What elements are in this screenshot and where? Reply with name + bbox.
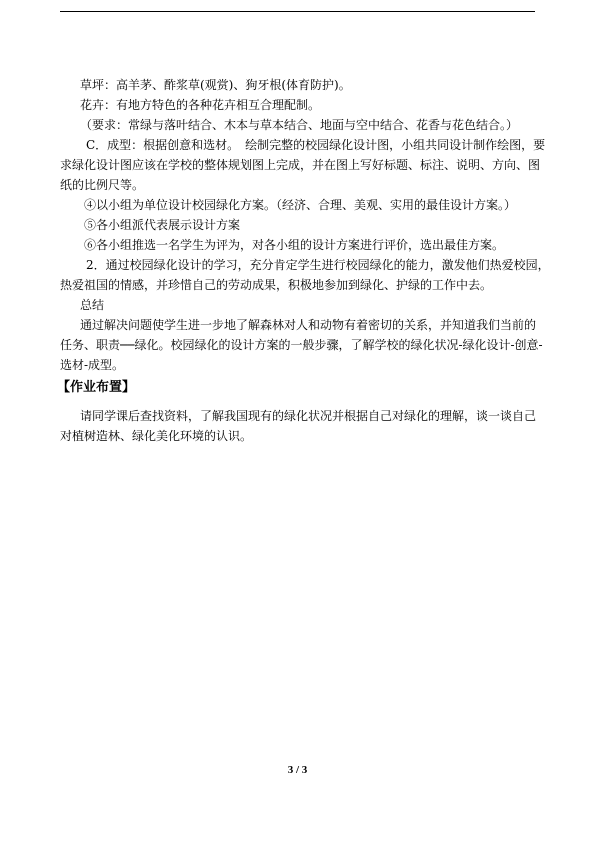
lawn-line: 草坪：高羊茅、酢浆草(观赏)、狗牙根(体育防护)。 xyxy=(80,78,351,92)
document-body xyxy=(57,75,550,446)
homework-heading: 【作业布置】 xyxy=(57,380,136,395)
step-c-line: C．成型：根据创意和选材。 绘制完整的校园绿化设计图，小组共同设计制作绘图，要 xyxy=(86,138,546,152)
summary-heading: 总结 xyxy=(80,298,105,312)
page-number: 3 / 3 xyxy=(287,764,308,776)
point-2-line: 2．通过校园绿化设计的学习，充分肯定学生进行校园绿化的能力，激发他们热爱校园， xyxy=(86,258,550,272)
flowers-line: 花卉：有地方特色的各种花卉相互合理配制。 xyxy=(80,98,321,112)
summary-line-3: 选材-成型。 xyxy=(60,358,125,372)
summary-line-1: 通过解决问题使学生进一步地了解森林对人和动物有着密切的关系，并知道我们当前的 xyxy=(80,318,537,332)
point-2-line-2: 热爱祖国的情感，并珍惜自己的劳动成果，积极地参加到绿化、护绿的工作中去。 xyxy=(60,278,493,292)
header-rule xyxy=(60,11,535,12)
step-4-line: ④以小组为单位设计校园绿化方案。（经济、合理、美观、实用的最佳设计方案。） xyxy=(84,198,517,212)
step-c-line-3: 纸的比例尺等。 xyxy=(60,178,145,192)
homework-line-1: 请同学课后查找资料，了解我国现有的绿化状况并根据自己对绿化的理解，谈一谈自己 xyxy=(80,409,537,423)
step-c-line-2: 求绿化设计图应该在学校的整体规划图上完成，并在图上写好标题、标注、说明、方向、图 xyxy=(60,158,541,172)
requirements-line: （要求：常绿与落叶结合、木本与草本结合、地面与空中结合、花香与花色结合。） xyxy=(80,118,519,132)
summary-line-2: 任务、职责──绿化。校园绿化的设计方案的一般步骤，了解学校的绿化状况-绿化设计-创意- xyxy=(60,338,543,352)
step-5-line: ⑤各小组派代表展示设计方案 xyxy=(84,218,241,232)
step-6-line: ⑥各小组推选一名学生为评为，对各小组的设计方案进行评价，选出最佳方案。 xyxy=(84,238,505,252)
homework-line-2: 对植树造林、绿化美化环境的认识。 xyxy=(60,429,253,443)
